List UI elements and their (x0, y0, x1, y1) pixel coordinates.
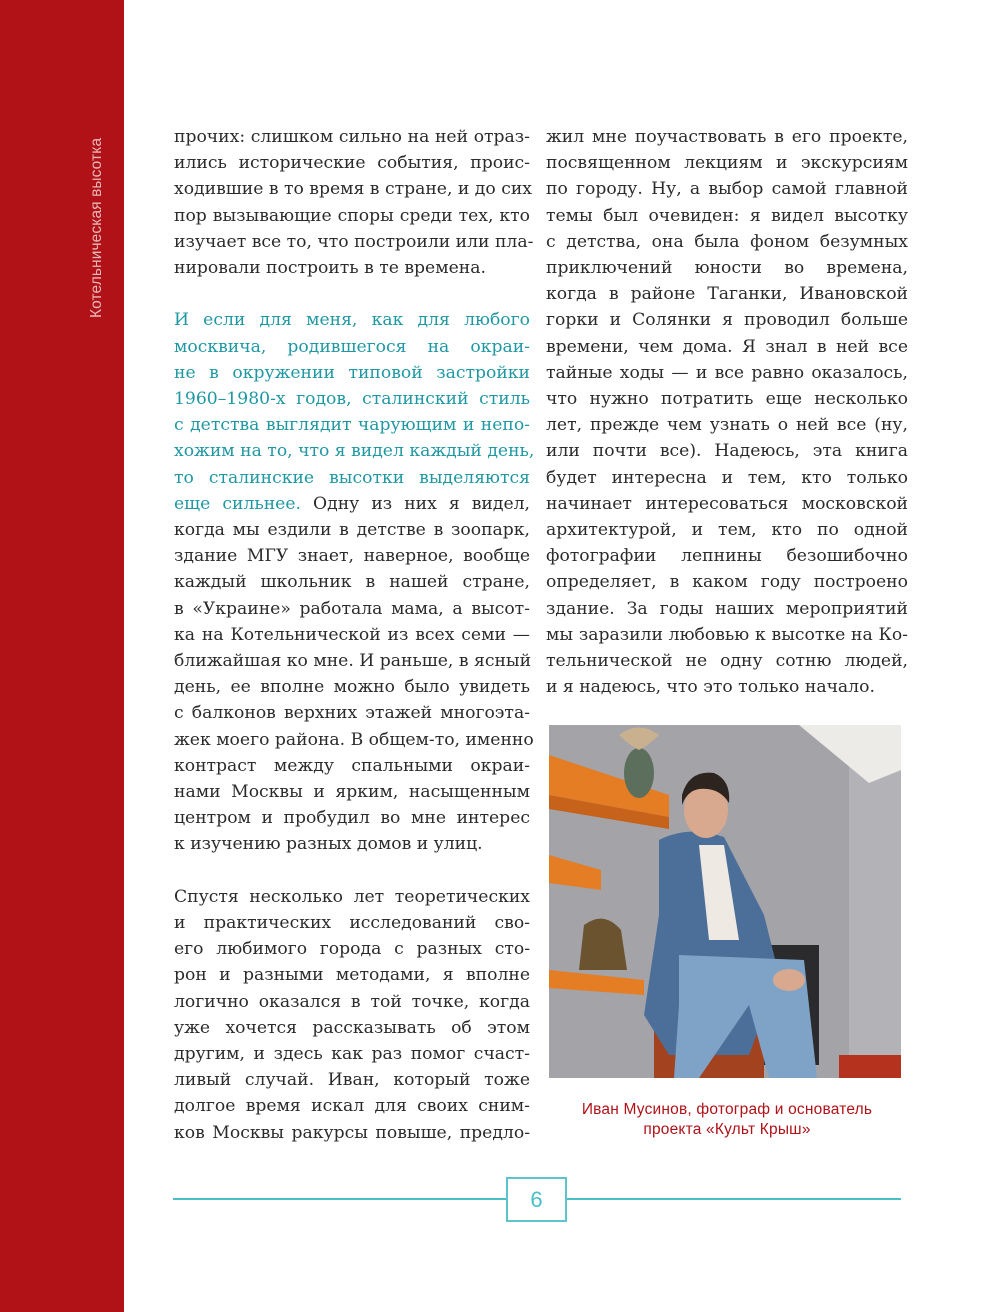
text-line: его любимого города с разных сто- (174, 939, 530, 960)
text-line: с детства, она была фоном безумных (546, 231, 908, 252)
text-line: контраст между спальными окраи- (174, 755, 530, 776)
paragraph-2-body (174, 517, 534, 858)
page-number-box (506, 1177, 567, 1222)
text-line: начинает интересоваться московской (546, 493, 908, 514)
page-number: 6 (530, 1186, 543, 1212)
normal-text: Одну из них я видел, (301, 493, 531, 514)
pull-quote-accent (174, 307, 535, 490)
text-line: ближайшая ко мне. И раньше, в ясный (174, 651, 532, 672)
text-line: то сталинские высотки выделяются (174, 467, 530, 488)
text-line: жек моего района. В общем-то, именно (174, 729, 534, 750)
text-line: тайные ходы — и все равно оказалось, (546, 362, 908, 383)
portrait-illustration (549, 725, 901, 1078)
caption-line-1: Иван Мусинов, фотограф и основатель (581, 1101, 873, 1118)
text-line: архитектурой, и тем, кто по одной (546, 520, 908, 541)
text-line: хожим на то, что я видел каждый день, (174, 441, 535, 462)
text-line: мы заразили любовью к высотке на Ко- (546, 624, 908, 645)
text-line: приключений юности во времена, (546, 258, 908, 279)
text-line: здание МГУ знает, наверное, вообще (174, 546, 530, 567)
paragraph-4 (546, 124, 908, 700)
text-line: и практических исследований сво- (174, 913, 530, 934)
text-line: пор вызывающие споры среди тех, кто (174, 205, 530, 226)
text-line: жил мне поучаствовать в его проекте, (546, 127, 908, 147)
text-line: с детства выглядит чарующим и непо- (174, 415, 530, 436)
paragraph-gap (174, 281, 530, 307)
text-line: или почти все). Надеюсь, эта книга (546, 441, 908, 462)
text-line: посвященном лекциям и экскурсиям (546, 153, 908, 174)
text-line: ливый случай. Иван, который тоже (174, 1070, 530, 1091)
paragraph-3 (174, 884, 530, 1146)
text-line: не в окружении типовой застройки (174, 362, 530, 383)
text-line: логично оказался в той точке, когда (174, 991, 530, 1012)
text-line: здание. За годы наших мероприятий (546, 598, 908, 619)
text-line: И если для меня, как для любого (174, 310, 530, 331)
text-line: когда в районе Таганки, Ивановской (546, 284, 908, 305)
text-line: ка на Котельнической из всех семи — (174, 624, 530, 645)
text-line: темы был очевиден: я видел высотку (546, 205, 908, 226)
text-line: долгое время искал для своих сним- (174, 1096, 530, 1117)
text-line: ходившие в то время в стране, и до сих (174, 179, 532, 200)
text-line: к изучению разных домов и улиц. (174, 834, 483, 855)
footer-rule-left (173, 1198, 506, 1200)
text-line: каждый школьник в нашей стране, (174, 572, 530, 593)
text-line: центром и пробудил во мне интерес (174, 808, 530, 829)
text-line: ились исторические события, проис- (174, 153, 530, 174)
text-line: прочих: слишком сильно на ней отраз- (174, 127, 530, 147)
text-line: фотографии лепнины безошибочно (546, 546, 908, 567)
text-line: что нужно потратить еще несколько (546, 389, 908, 410)
text-line: горки и Солянки я проводил больше (546, 310, 908, 331)
text-line: день, ее вполне можно было увидеть (174, 677, 530, 698)
running-title: Котельническая высотка (88, 137, 105, 318)
footer-rule-right (567, 1198, 901, 1200)
text-line: Спустя несколько лет теоретических (174, 886, 530, 907)
text-line: в «Украине» работала мама, а высот- (174, 598, 530, 619)
text-line: определяет, в каком году построено (546, 572, 908, 593)
text-line: нировали построить в те времена. (174, 258, 486, 279)
text-line: времени, чем дома. Я знал в ней все (546, 336, 908, 357)
photo-caption (546, 1100, 908, 1140)
paragraph-1 (174, 124, 534, 281)
text-line: тельнической не одну сотню людей, (546, 651, 908, 672)
paragraph-gap (174, 858, 530, 884)
text-line: и я надеюсь, что это только начало. (546, 677, 875, 698)
text-line: когда мы ездили в детстве в зоопарк, (174, 520, 530, 541)
text-line: москвича, родившегося на окраи- (174, 336, 530, 357)
text-line: по городу. Ну, а выбор самой главной (546, 179, 908, 200)
paragraph-2 (174, 307, 535, 857)
text-line: другим, и здесь как раз помог счаст- (174, 1044, 530, 1065)
text-line: рон и разными методами, я вполне (174, 965, 530, 986)
text-line: изучает все то, что построили или пла- (174, 231, 534, 252)
text-line (174, 491, 530, 517)
text-line: нами Москвы и ярким, насыщенным (174, 782, 530, 803)
text-line: ков Москвы ракурсы повыше, предло- (174, 1122, 530, 1143)
side-bar (0, 0, 124, 1312)
text-line: уже хочется рассказывать об этом (174, 1017, 530, 1038)
text-line: лет, прежде чем узнать о ней все (ну, (546, 415, 908, 436)
text-line: с балконов верхних этажей многоэта- (174, 703, 530, 724)
portrait-photo (549, 725, 901, 1078)
right-column (546, 124, 908, 700)
text-line: 1960–1980-х годов, сталинский стиль (174, 389, 530, 410)
text-line: будет интересна и тем, кто только (546, 467, 908, 488)
left-column (174, 124, 535, 1146)
caption-line-2: проекта «Культ Крыш» (643, 1121, 811, 1138)
accent-text: еще сильнее. (174, 493, 301, 514)
